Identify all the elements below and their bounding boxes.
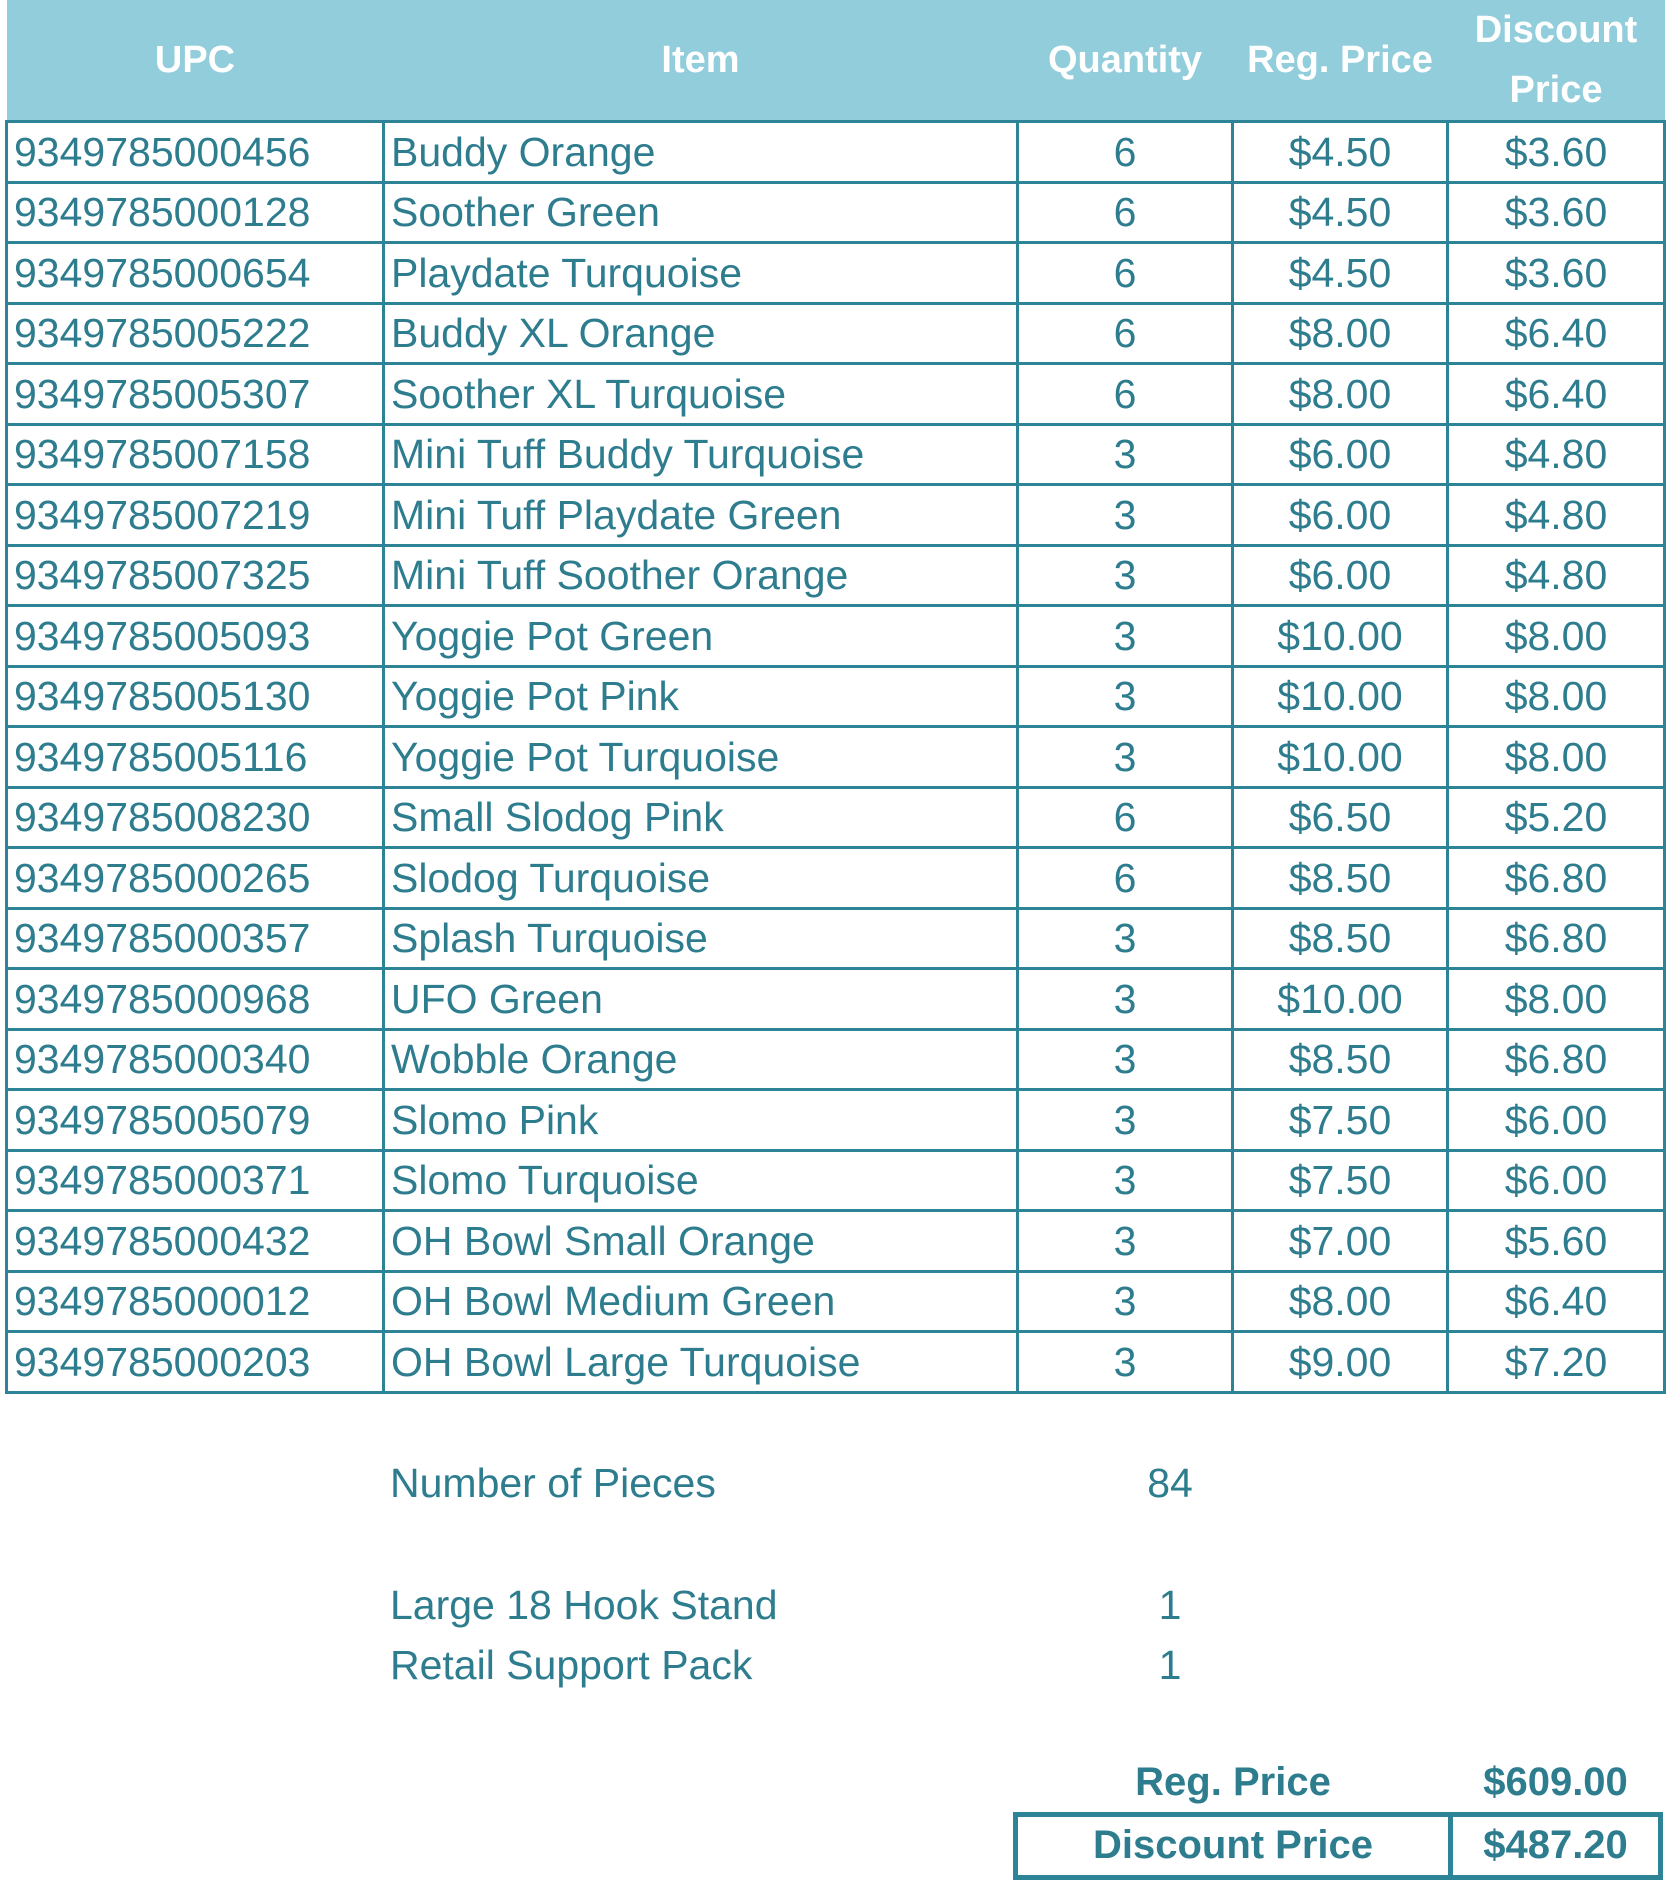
total-reg-price-label: Reg. Price: [1135, 1760, 1331, 1804]
reg-price-cell: $4.50: [1233, 122, 1448, 183]
discount-price-cell: $6.40: [1448, 1271, 1665, 1332]
upc-cell: 9349785008230: [7, 787, 384, 848]
discount-price-cell: $4.80: [1448, 485, 1665, 546]
quantity-cell: 3: [1018, 1150, 1233, 1211]
reg-price-cell: $10.00: [1233, 606, 1448, 667]
table-row: [7, 182, 1665, 243]
stand-value: 1: [1158, 1582, 1182, 1628]
quantity-cell: 6: [1018, 182, 1233, 243]
discount-price-cell: $6.80: [1448, 908, 1665, 969]
table-row: [7, 666, 1665, 727]
table-row: [7, 1211, 1665, 1272]
upc-cell: 9349785000265: [7, 848, 384, 909]
upc-cell: 9349785005222: [7, 303, 384, 364]
quantity-cell: 6: [1018, 303, 1233, 364]
table-row: [7, 848, 1665, 909]
product-table: [5, 0, 1666, 1394]
discount-price-cell: $8.00: [1448, 606, 1665, 667]
upc-cell: 9349785005079: [7, 1090, 384, 1151]
item-cell: Slomo Pink: [384, 1090, 1018, 1151]
discount-price-cell: $6.00: [1448, 1150, 1665, 1211]
upc-cell: 9349785000456: [7, 122, 384, 183]
upc-cell: 9349785007219: [7, 485, 384, 546]
upc-cell: 9349785007158: [7, 424, 384, 485]
reg-price-cell: $10.00: [1233, 666, 1448, 727]
reg-price-cell: $6.00: [1233, 545, 1448, 606]
table-row: [7, 727, 1665, 788]
discount-price-cell: $3.60: [1448, 243, 1665, 304]
header-discount-price: [1448, 0, 1665, 122]
reg-price-cell: $7.50: [1233, 1090, 1448, 1151]
item-cell: OH Bowl Medium Green: [384, 1271, 1018, 1332]
quantity-cell: 6: [1018, 364, 1233, 425]
quantity-cell: 3: [1018, 1029, 1233, 1090]
discount-price-cell: $5.60: [1448, 1211, 1665, 1272]
upc-cell: 9349785000654: [7, 243, 384, 304]
upc-cell: 9349785005116: [7, 727, 384, 788]
quantity-cell: 3: [1018, 908, 1233, 969]
upc-cell: 9349785000357: [7, 908, 384, 969]
item-cell: UFO Green: [384, 969, 1018, 1030]
reg-price-cell: $6.50: [1233, 787, 1448, 848]
item-cell: Soother Green: [384, 182, 1018, 243]
item-cell: Mini Tuff Buddy Turquoise: [384, 424, 1018, 485]
total-discount-price-label: Discount Price: [1092, 1823, 1374, 1867]
reg-price-cell: $10.00: [1233, 727, 1448, 788]
item-cell: Wobble Orange: [384, 1029, 1018, 1090]
table-row: [7, 122, 1665, 183]
header-discount-line1: Discount: [1474, 9, 1638, 51]
quantity-cell: 3: [1018, 1090, 1233, 1151]
reg-price-cell: $10.00: [1233, 969, 1448, 1030]
reg-price-cell: $4.50: [1233, 182, 1448, 243]
discount-price-cell: $4.80: [1448, 424, 1665, 485]
quantity-cell: 3: [1018, 666, 1233, 727]
discount-price-cell: $6.00: [1448, 1090, 1665, 1151]
total-discount-price-value: $487.20: [1483, 1823, 1628, 1867]
reg-price-cell: $8.50: [1233, 1029, 1448, 1090]
discount-price-cell: $8.00: [1448, 969, 1665, 1030]
stand-label: Large 18 Hook Stand: [390, 1582, 778, 1628]
table-row: [7, 1029, 1665, 1090]
pieces-label: Number of Pieces: [390, 1460, 716, 1506]
discount-price-cell: $8.00: [1448, 666, 1665, 727]
item-cell: OH Bowl Large Turquoise: [384, 1332, 1018, 1393]
item-cell: Buddy Orange: [384, 122, 1018, 183]
table-row: [7, 243, 1665, 304]
table-row: [7, 1150, 1665, 1211]
table-row: [7, 908, 1665, 969]
header-quantity: Quantity: [1018, 0, 1233, 122]
quantity-cell: 6: [1018, 243, 1233, 304]
quantity-cell: 3: [1018, 1211, 1233, 1272]
reg-price-cell: $7.00: [1233, 1211, 1448, 1272]
table-row: [7, 1332, 1665, 1393]
support-value: 1: [1158, 1642, 1182, 1688]
quantity-cell: 3: [1018, 545, 1233, 606]
table-header-row: [7, 0, 1665, 122]
upc-cell: 9349785000128: [7, 182, 384, 243]
table-row: [7, 364, 1665, 425]
reg-price-cell: $8.00: [1233, 303, 1448, 364]
quantity-cell: 6: [1018, 848, 1233, 909]
table-row: [7, 303, 1665, 364]
discount-price-cell: $4.80: [1448, 545, 1665, 606]
discount-price-cell: $6.80: [1448, 848, 1665, 909]
discount-price-cell: $6.80: [1448, 1029, 1665, 1090]
discount-price-cell: $6.40: [1448, 303, 1665, 364]
upc-cell: 9349785000203: [7, 1332, 384, 1393]
quantity-cell: 3: [1018, 485, 1233, 546]
header-discount-line2: Price: [1509, 69, 1603, 111]
upc-cell: 9349785000371: [7, 1150, 384, 1211]
quantity-cell: 3: [1018, 424, 1233, 485]
header-reg-price: Reg. Price: [1233, 0, 1448, 122]
quantity-cell: 3: [1018, 969, 1233, 1030]
quantity-cell: 3: [1018, 606, 1233, 667]
reg-price-cell: $8.00: [1233, 1271, 1448, 1332]
item-cell: Buddy XL Orange: [384, 303, 1018, 364]
quantity-cell: 6: [1018, 787, 1233, 848]
table-row: [7, 787, 1665, 848]
discount-price-cell: $5.20: [1448, 787, 1665, 848]
table-row: [7, 606, 1665, 667]
discount-price-cell: $3.60: [1448, 122, 1665, 183]
discount-price-cell: $7.20: [1448, 1332, 1665, 1393]
reg-price-cell: $4.50: [1233, 243, 1448, 304]
table-row: [7, 1090, 1665, 1151]
upc-cell: 9349785000432: [7, 1211, 384, 1272]
item-cell: Slomo Turquoise: [384, 1150, 1018, 1211]
item-cell: Splash Turquoise: [384, 908, 1018, 969]
reg-price-cell: $6.00: [1233, 424, 1448, 485]
table-row: [7, 1271, 1665, 1332]
discount-price-cell: $6.40: [1448, 364, 1665, 425]
item-cell: Mini Tuff Soother Orange: [384, 545, 1018, 606]
upc-cell: 9349785000968: [7, 969, 384, 1030]
item-cell: OH Bowl Small Orange: [384, 1211, 1018, 1272]
reg-price-cell: $8.00: [1233, 364, 1448, 425]
upc-cell: 9349785005307: [7, 364, 384, 425]
table-row: [7, 424, 1665, 485]
quantity-cell: 3: [1018, 1271, 1233, 1332]
item-cell: Slodog Turquoise: [384, 848, 1018, 909]
item-cell: Small Slodog Pink: [384, 787, 1018, 848]
discount-price-cell: $3.60: [1448, 182, 1665, 243]
header-item: Item: [384, 0, 1018, 122]
item-cell: Yoggie Pot Pink: [384, 666, 1018, 727]
upc-cell: 9349785000012: [7, 1271, 384, 1332]
reg-price-cell: $8.50: [1233, 848, 1448, 909]
reg-price-cell: $8.50: [1233, 908, 1448, 969]
item-cell: Soother XL Turquoise: [384, 364, 1018, 425]
total-reg-price-value: $609.00: [1483, 1760, 1628, 1804]
item-cell: Yoggie Pot Green: [384, 606, 1018, 667]
reg-price-cell: $6.00: [1233, 485, 1448, 546]
header-upc: UPC: [7, 0, 384, 122]
discount-price-cell: $8.00: [1448, 727, 1665, 788]
item-cell: Mini Tuff Playdate Green: [384, 485, 1018, 546]
support-label: Retail Support Pack: [390, 1642, 753, 1688]
reg-price-cell: $9.00: [1233, 1332, 1448, 1393]
table-row: [7, 969, 1665, 1030]
table-row: [7, 545, 1665, 606]
upc-cell: 9349785007325: [7, 545, 384, 606]
reg-price-cell: $7.50: [1233, 1150, 1448, 1211]
table-body: [7, 122, 1665, 1393]
table-row: [7, 485, 1665, 546]
upc-cell: 9349785005130: [7, 666, 384, 727]
item-cell: Yoggie Pot Turquoise: [384, 727, 1018, 788]
upc-cell: 9349785000340: [7, 1029, 384, 1090]
item-cell: Playdate Turquoise: [384, 243, 1018, 304]
quantity-cell: 3: [1018, 1332, 1233, 1393]
quantity-cell: 6: [1018, 122, 1233, 183]
quantity-cell: 3: [1018, 727, 1233, 788]
pieces-value: 84: [1147, 1460, 1193, 1506]
upc-cell: 9349785005093: [7, 606, 384, 667]
